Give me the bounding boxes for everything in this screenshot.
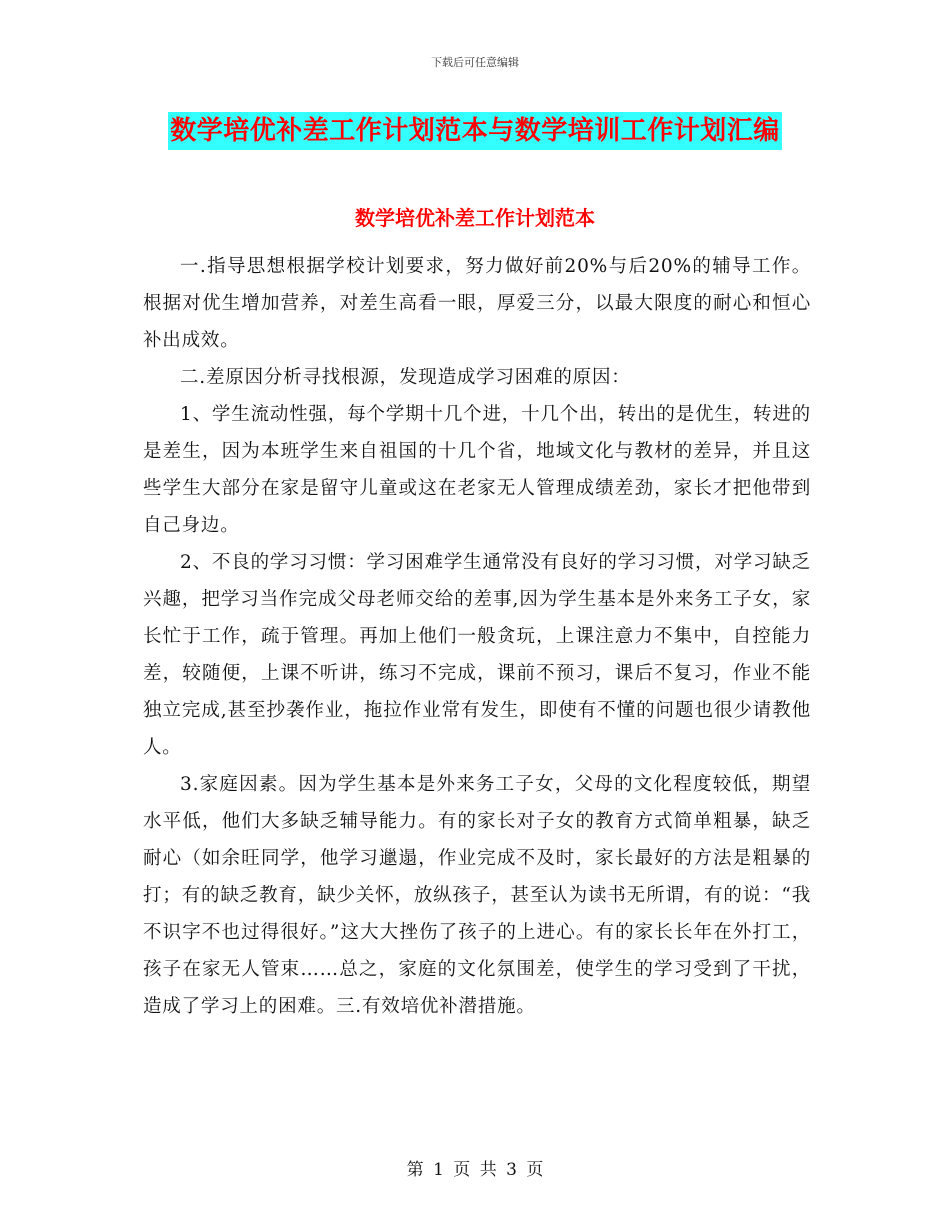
document-main-title: 数学培优补差工作计划范本与数学培训工作计划汇编 (168, 112, 782, 150)
paragraph-student-mobility: 1、学生流动性强，每个学期十几个进，十几个出，转出的是优生，转进的是差生，因为本班学生来自祖国的十几个省，地域文化与教材的差异，并且这些学生大部分在家是留守儿童或这在老家无人管理成绩差劲，家长才把他带到自己身边。 (143, 404, 811, 536)
page-number-footer: 第 1 页 共 3 页 (406, 1160, 544, 1180)
paragraph-family-factors: 3.家庭因素。因为学生基本是外来务工子女，父母的文化程度较低，期望水平低，他们大多缺乏辅导能力。有的家长对子女的教育方式简单粗暴，缺乏耐心（如余旺同学，他学习邋遢，作业完成不及时，家长最好的方法是粗暴的打；有的缺乏教育，缺少关怀，放纵孩子，甚至认为读书无所谓，有的说：“我不识字不也过得很好。”这大大挫伤了孩子的上进心。有的家长长年在外打工，孩子在家无人管束……总之，家庭的文化氛围差，使学生的学习受到了干扰，造成了学习上的困难。三.有效培优补潜措施。 (143, 774, 811, 1017)
document-body (143, 248, 811, 1025)
main-title-container (0, 112, 950, 150)
paragraph-guiding-thought: 一.指导思想根据学校计划要求，努力做好前20%与后20%的辅导工作。根据对优生增加营养，对差生高看一眼，厚爱三分，以最大限度的耐心和恒心补出成效。 (143, 256, 811, 351)
section-title: 数学培优补差工作计划范本 (355, 206, 595, 230)
paragraph-bad-habits: 2、不良的学习习惯：学习困难学生通常没有良好的学习习惯，对学习缺乏兴趣，把学习当作完成父母老师交给的差事,因为学生基本是外来务工子女，家长忙于工作，疏于管理。再加上他们一般贪玩，上课注意力不集中，自控能力差，较随便，上课不听讲，练习不完成，课前不预习，课后不复习，作业不能独立完成,甚至抄袭作业，拖拉作业常有发生，即使有不懂的问题也很少请教他人。 (143, 552, 811, 758)
page-header-note: 下载后可任意编辑 (431, 56, 519, 69)
paragraph-cause-analysis: 二.差原因分析寻找根源，发现造成学习困难的原因： (180, 367, 631, 388)
